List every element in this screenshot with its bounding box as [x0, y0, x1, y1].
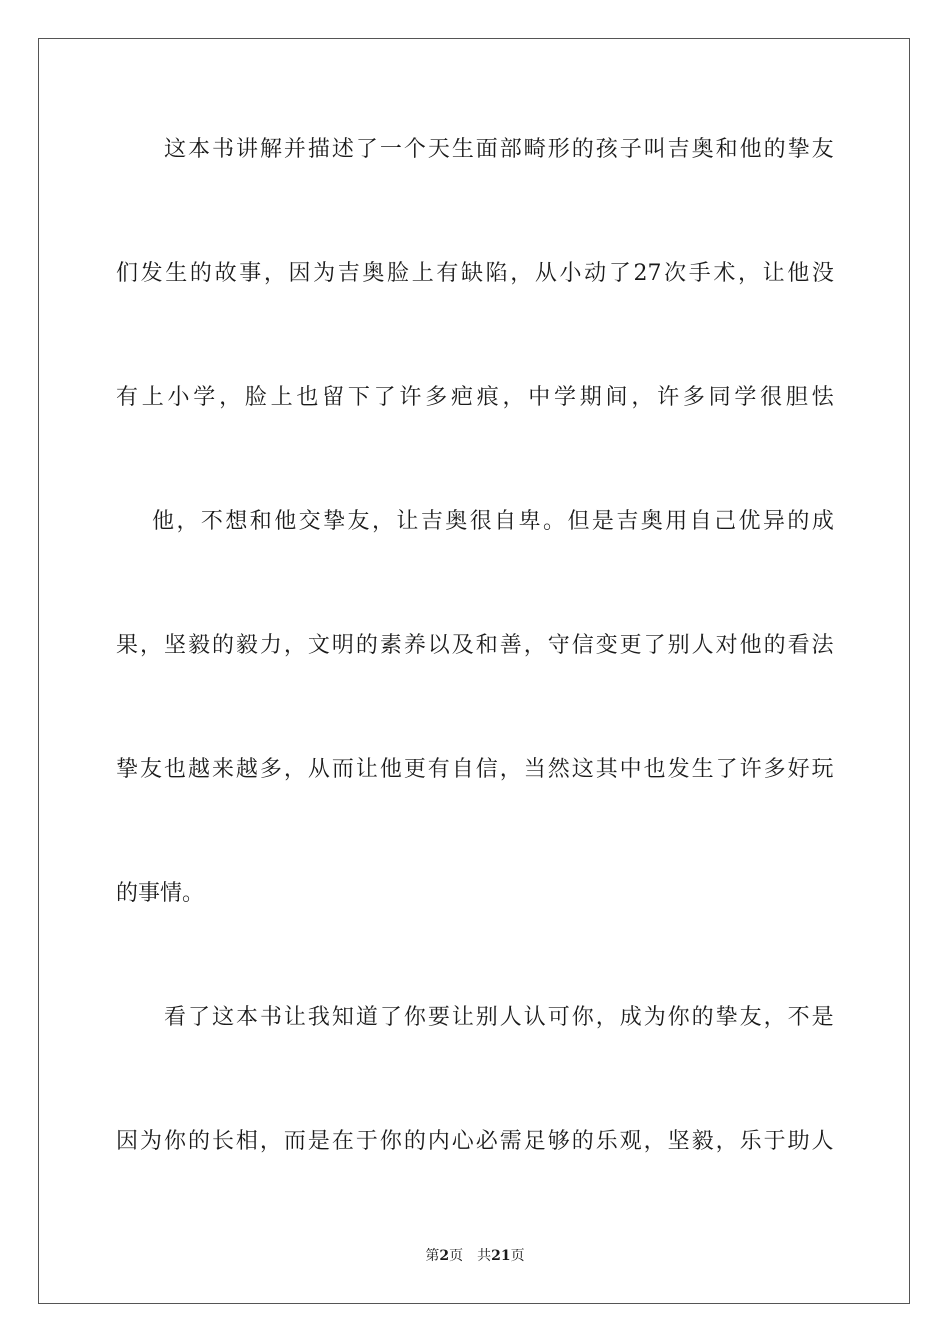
text-line-2: 们 发 生 的 故 事 ， 因 为 吉 奥 脸 上 有 缺 陷 ， 从 小 动 了 27 次 手 术 ， 让 他 没	[116, 261, 834, 286]
text-line-9: 因 为 你 的 长 相 ， 而 是 在 于 你 的 内 心 必 需 足 够 的 乐 观 ， 坚 毅 ， 乐 于 助 人	[116, 1129, 834, 1154]
text-line-7: 的事情。	[116, 881, 205, 906]
footer-total-pages: 21	[491, 1248, 511, 1264]
text-line-5: 果 ， 坚 毅 的 毅 力 ， 文 明 的 素 养 以 及 和 善 ， 守 信 变 更 了 别 人 对 他 的 看 法	[116, 633, 834, 658]
page-footer	[0, 1246, 950, 1266]
footer-mid: 页 共	[449, 1248, 492, 1264]
footer-prefix: 第	[425, 1248, 440, 1264]
footer-page-number: 2	[439, 1248, 450, 1264]
text-line-4: 他 ， 不 想 和 他 交 挚 友 ， 让 吉 奥 很 自 卑 。 但 是 吉 奥 用 自 己 优 异 的 成	[152, 509, 834, 534]
text-line-3: 有 上 小 学 ， 脸 上 也 留 下 了 许 多 疤 痕 ， 中 学 期 间 ， 许 多 同 学 很 胆 怯	[116, 385, 834, 410]
text-line-8: 看 了 这 本 书 让 我 知 道 了 你 要 让 别 人 认 可 你 ， 成 为 你 的 挚 友 ， 不 是	[164, 1005, 834, 1030]
text-line-6: 挚 友 也 越 来 越 多 ， 从 而 让 他 更 有 自 信 ， 当 然 这 其 中 也 发 生 了 许 多 好 玩	[116, 757, 834, 782]
footer-suffix: 页	[510, 1248, 525, 1264]
text-line-1: 这 本 书 讲 解 并 描 述 了 一 个 天 生 面 部 畸 形 的 孩 子 叫 吉 奥 和 他 的 挚 友	[164, 137, 834, 162]
page-frame	[38, 38, 910, 1304]
